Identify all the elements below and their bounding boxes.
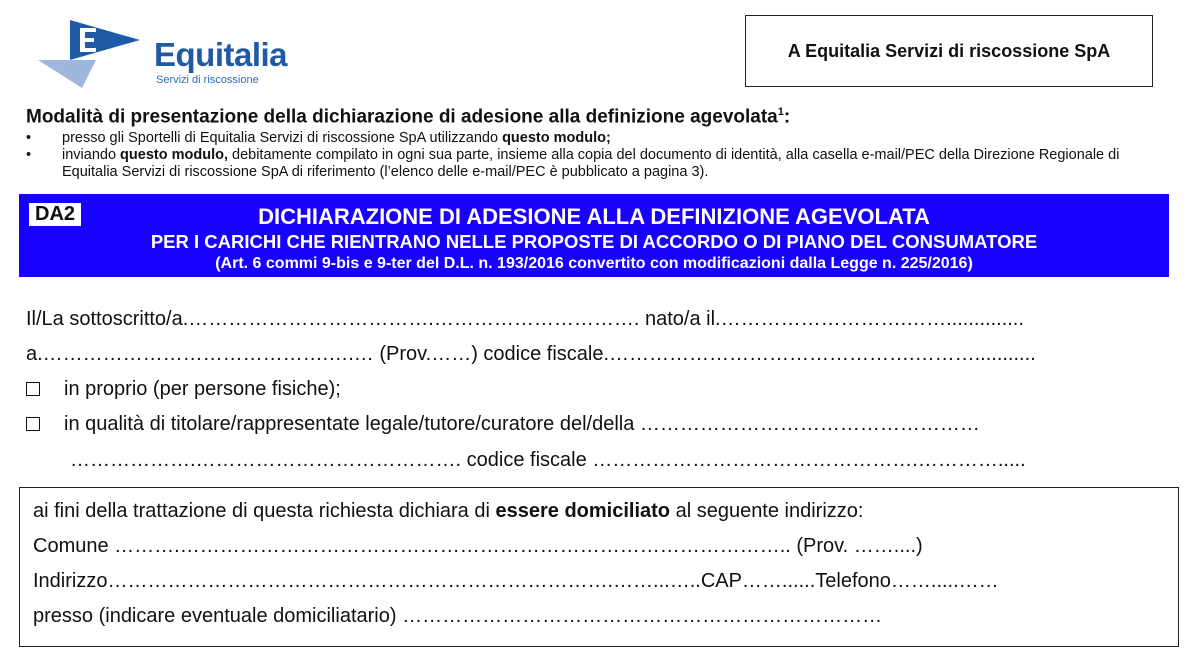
domicilio-box bbox=[19, 487, 1179, 647]
list-item-text: presso gli Sportelli di Equitalia Servizi di riscossione SpA utilizzando bbox=[62, 130, 503, 146]
modalita-list bbox=[26, 130, 1176, 181]
equitalia-logo bbox=[36, 14, 326, 92]
bullet-marker: • bbox=[26, 147, 32, 163]
option-in-proprio bbox=[26, 378, 341, 401]
form-code: DA2 bbox=[29, 203, 81, 226]
recipient-box bbox=[745, 15, 1153, 87]
option-titolare bbox=[26, 413, 980, 436]
form-banner bbox=[19, 194, 1169, 277]
domicilio-intro-after: al seguente indirizzo: bbox=[670, 500, 864, 522]
list-item-text-after: debitamente compilato in ogni sua parte, insieme alla copia del documento di identità, alla casella e-mail/PEC della Direzione Regionale di Equitalia Servizi di riscossione SpA di riferimento (l’elenco delle e-mail/PEC è pubblicato a pagina 3). bbox=[62, 147, 1120, 180]
luogo-codice-fiscale-line[interactable]: a.…………………………………….….… (Prov.……) codice fiscale.……………………………………….………........... bbox=[26, 343, 1036, 365]
banner-title: DICHIARAZIONE DI ADESIONE ALLA DEFINIZIONE AGEVOLATA bbox=[258, 204, 930, 229]
sottoscritto-line[interactable]: Il/La sottoscritto/a.……………………………….…………………………. nato/a il.……………………….…….............. bbox=[26, 308, 1024, 330]
footnote-marker: 1 bbox=[777, 106, 784, 118]
comune-line[interactable]: Comune ……….……………………………………………………………………………….. (Prov. ……....) bbox=[33, 535, 923, 557]
logo-brand: Equitalia bbox=[154, 36, 288, 73]
list-item bbox=[26, 147, 1176, 181]
modalita-title bbox=[26, 106, 790, 128]
modalita-title-text: Modalità di presentazione della dichiarazione di adesione alla definizione agevolata bbox=[26, 106, 778, 128]
equitalia-e-arrow-icon bbox=[36, 14, 148, 92]
list-item-bold: questo modulo; bbox=[502, 130, 611, 146]
bullet-marker: • bbox=[26, 130, 32, 146]
banner-reference: (Art. 6 commi 9-bis e 9-ter del D.L. n. 193/2016 convertito con modificazioni dalla Legge n. 225/2016) bbox=[215, 255, 973, 272]
list-item bbox=[26, 130, 1176, 147]
recipient-label: A Equitalia Servizi di riscossione SpA bbox=[787, 40, 1111, 61]
list-item-text: inviando bbox=[62, 147, 121, 163]
domicilio-intro-text: ai fini della trattazione di questa richiesta dichiara di bbox=[33, 500, 496, 522]
banner-subtitle: PER I CARICHI CHE RIENTRANO NELLE PROPOSTE DI ACCORDO O DI PIANO DEL CONSUMATORE bbox=[150, 231, 1038, 252]
indirizzo-line[interactable]: Indirizzo………………………………………………………………….……...…..CAP……......Telefono…….....…… bbox=[33, 570, 999, 592]
domicilio-intro-bold: essere domiciliato bbox=[495, 500, 671, 522]
logo-subtitle: Servizi di riscossione bbox=[156, 74, 259, 86]
domicilio-intro bbox=[33, 500, 863, 523]
option-titolare-label[interactable]: in qualità di titolare/rappresentate legale/tutore/curatore del/della …………………………………………… bbox=[64, 413, 980, 435]
list-item-bold: questo modulo, bbox=[120, 147, 228, 163]
in-proprio-checkbox[interactable] bbox=[26, 382, 40, 396]
ente-codice-fiscale-line[interactable]: ……………….…………………………………. codice fiscale ………………………………………….…………..... bbox=[70, 449, 1026, 471]
modalita-colon: : bbox=[783, 106, 791, 128]
titolare-checkbox[interactable] bbox=[26, 417, 40, 431]
option-in-proprio-label: in proprio (per persone fisiche); bbox=[64, 378, 341, 400]
presso-line[interactable]: presso (indicare eventuale domiciliatario) ……………………………………………………………… bbox=[33, 605, 883, 627]
